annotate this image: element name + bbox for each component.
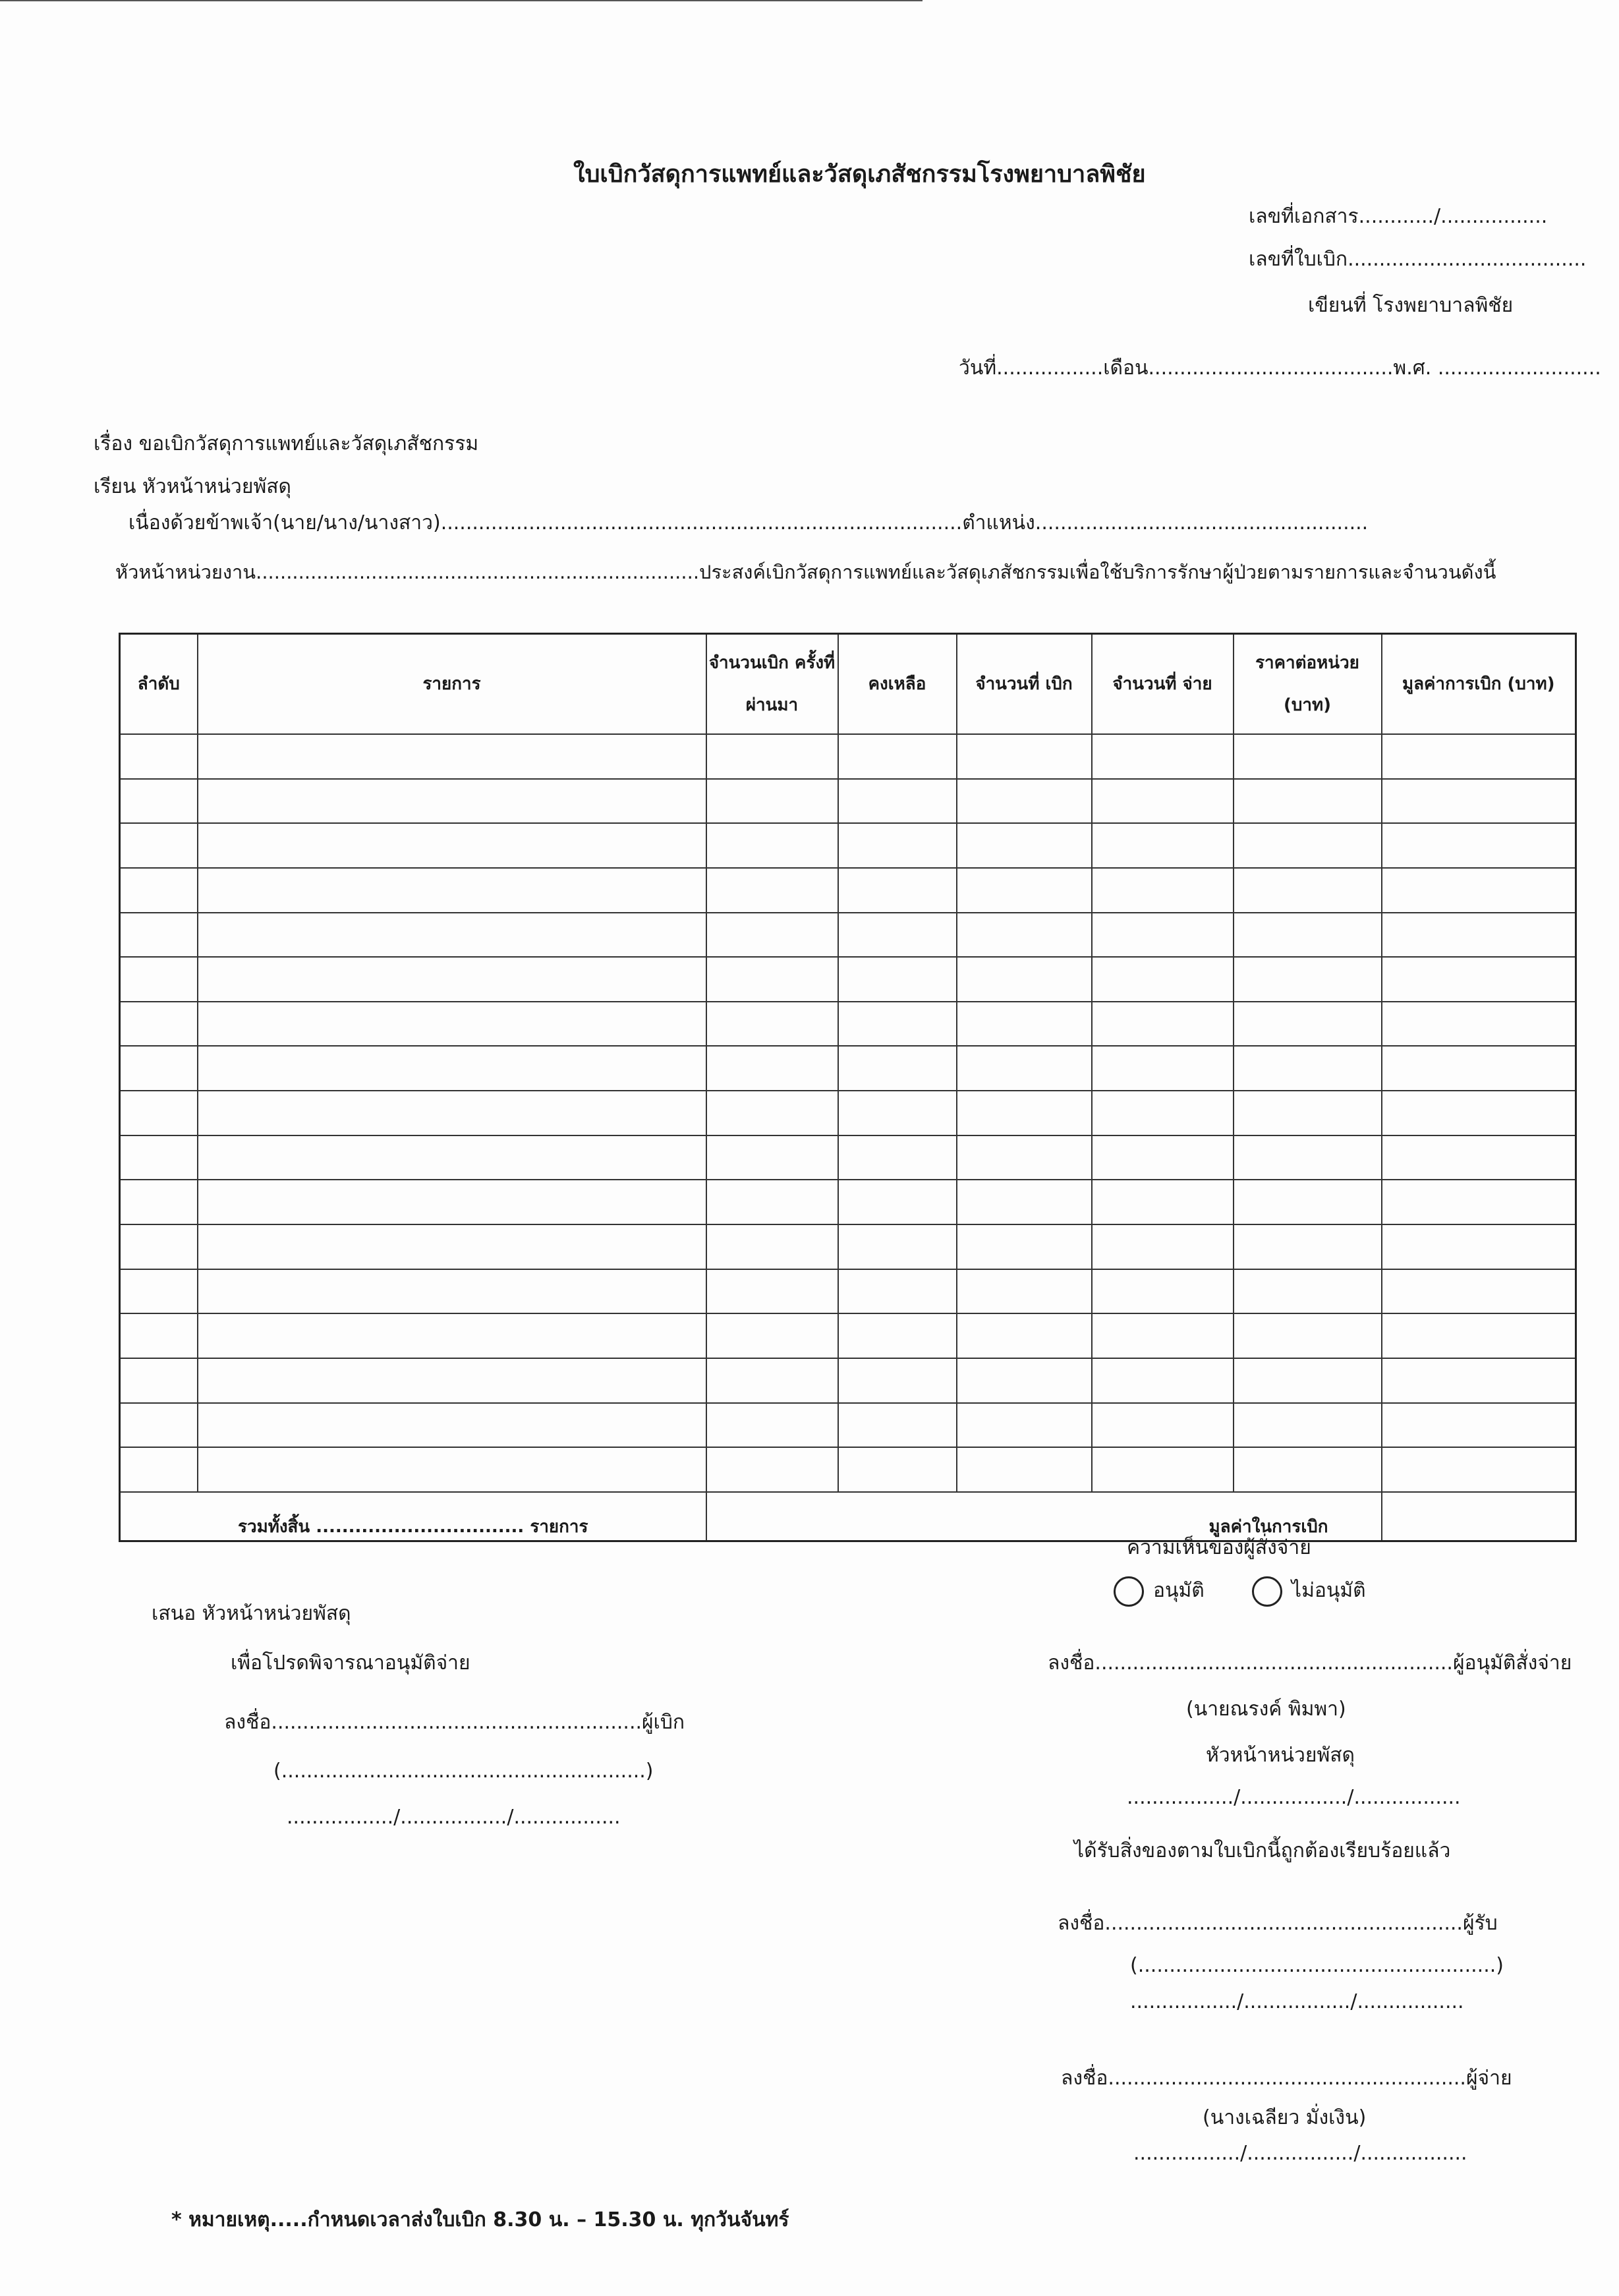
not-approve-radio[interactable] [1252,1576,1282,1607]
table-cell[interactable] [706,1447,838,1492]
requester-date-blank: ................./................./................. [287,1806,621,1829]
table-cell[interactable] [957,1180,1092,1224]
table-cell[interactable] [198,1046,706,1091]
table-cell[interactable] [198,1358,706,1403]
table-cell[interactable] [1382,779,1576,824]
top-border-line [0,0,923,1]
table-cell[interactable] [1382,913,1576,958]
not-approve-option[interactable] [1252,1575,1366,1607]
header-unit-price: ราคาต่อหน่วย (บาท) [1234,634,1382,735]
table-cell[interactable] [1382,1135,1576,1180]
table-cell[interactable] [1092,823,1234,868]
table-cell[interactable] [957,1046,1092,1091]
approve-label: อนุมัติ [1153,1579,1205,1602]
table-cell[interactable] [838,1313,957,1358]
header-issued-qty: จำนวนที่ จ่าย [1092,634,1234,735]
table-cell[interactable] [957,868,1092,913]
written-at: เขียนที่ โรงพยาบาลพิชัย [1308,294,1514,317]
table-row [120,1403,1576,1448]
table-cell[interactable] [120,779,198,824]
table-cell[interactable] [1092,957,1234,1002]
table-cell[interactable] [1234,779,1382,824]
table-cell[interactable] [198,1135,706,1180]
table-cell[interactable] [1092,779,1234,824]
table-cell[interactable] [706,957,838,1002]
approver-name: (นายณรงค์ พิมพา) [1186,1698,1346,1721]
table-row [120,1447,1576,1492]
table-row [120,1224,1576,1269]
table-cell[interactable] [1382,1046,1576,1091]
table-row [120,1358,1576,1403]
propose-sub: เพื่อโปรดพิจารณาอนุมัติจ่าย [231,1651,470,1675]
table-row [120,1046,1576,1091]
table-cell[interactable] [1092,868,1234,913]
requester-signature: ลงชื่อ...........................................................ผู้เบิก [224,1711,685,1734]
approver-title: หัวหน้าหน่วยพัสดุ [1206,1744,1355,1767]
payer-signature: ลงชื่อ.........................................................ผู้จ่าย [1061,2067,1512,2090]
table-cell[interactable] [1092,1269,1234,1314]
table-cell[interactable] [957,1358,1092,1403]
table-cell[interactable] [198,913,706,958]
table-cell[interactable] [120,1135,198,1180]
table-cell[interactable] [1382,868,1576,913]
table-row [120,1091,1576,1135]
table-row [120,823,1576,868]
table-cell[interactable] [1092,1046,1234,1091]
requisition-table [119,633,1577,1542]
propose-line: เสนอ หัวหน้าหน่วยพัสดุ [152,1602,351,1625]
table-cell[interactable] [120,1046,198,1091]
table-cell[interactable] [957,1091,1092,1135]
table-cell[interactable] [706,1135,838,1180]
table-cell[interactable] [838,913,957,958]
table-cell[interactable] [120,734,198,779]
receiver-name-blank: (.........................................................) [1130,1954,1504,1977]
table-cell[interactable] [706,1269,838,1314]
table-cell[interactable] [1382,1269,1576,1314]
table-cell[interactable] [706,1180,838,1224]
table-cell[interactable] [1234,1135,1382,1180]
purpose-line: หัวหน้าหน่วยงาน.........................................................................ประสงค์เบิกวัสดุการแพทย์และวัสดุเภสัชกรรมเพื่อใช้บริการรักษาผู้ป่วยตามรายการและจำนวนดังนี้ [115,561,1496,583]
table-cell[interactable] [198,1224,706,1269]
table-cell[interactable] [198,957,706,1002]
table-cell[interactable] [198,1403,706,1448]
table-cell[interactable] [120,1358,198,1403]
approve-radio[interactable] [1114,1576,1144,1607]
table-cell[interactable] [838,868,957,913]
table-cell[interactable] [838,734,957,779]
table-cell[interactable] [198,1269,706,1314]
table-cell[interactable] [1382,1313,1576,1358]
table-cell[interactable] [706,1091,838,1135]
table-cell[interactable] [1234,1046,1382,1091]
table-cell[interactable] [120,957,198,1002]
total-value-cell[interactable] [1382,1492,1576,1541]
payer-date-blank: ................./................./................. [1133,2142,1467,2165]
table-cell[interactable] [1234,1269,1382,1314]
table-cell[interactable] [957,1403,1092,1448]
table-cell[interactable] [198,734,706,779]
table-cell[interactable] [120,1269,198,1314]
table-cell[interactable] [838,1269,957,1314]
table-row [120,734,1576,779]
table-row [120,1180,1576,1224]
table-cell[interactable] [957,1313,1092,1358]
table-cell[interactable] [120,1180,198,1224]
table-cell[interactable] [198,1180,706,1224]
table-cell[interactable] [198,1447,706,1492]
table-cell[interactable] [838,1135,957,1180]
table-cell[interactable] [957,734,1092,779]
table-row [120,868,1576,913]
approver-opinion: ความเห็นของผู้สั่งจ่าย [1127,1536,1311,1559]
table-cell[interactable] [706,1313,838,1358]
table-cell[interactable] [1092,1447,1234,1492]
table-cell[interactable] [957,1269,1092,1314]
requester-line: เนื่องด้วยข้าพเจ้า(นาย/นาง/นางสาว)...................................................................................ตำแหน่ง..................................................... [128,511,1369,534]
table-cell[interactable] [1092,1002,1234,1047]
table-cell[interactable] [957,779,1092,824]
table-cell[interactable] [838,1002,957,1047]
header-request-qty: จำนวนที่ เบิก [957,634,1092,735]
table-cell[interactable] [1382,957,1576,1002]
table-cell[interactable] [957,823,1092,868]
table-cell[interactable] [120,1224,198,1269]
form-title: ใบเบิกวัสดุการแพทย์และวัสดุเภสัชกรรมโรงพยาบาลพิชัย [573,161,1146,188]
table-cell[interactable] [838,1046,957,1091]
table-cell[interactable] [706,1403,838,1448]
table-cell[interactable] [1092,734,1234,779]
table-cell[interactable] [838,823,957,868]
table-cell[interactable] [838,1447,957,1492]
document-number: เลขที่เอกสาร............/................. [1249,205,1548,228]
receiver-date-blank: ................./................./................. [1130,1990,1464,2013]
table-cell[interactable] [1234,1313,1382,1358]
header-seq: ลำดับ [120,634,198,735]
table-cell[interactable] [838,1180,957,1224]
table-cell[interactable] [1092,1313,1234,1358]
table-cell[interactable] [838,1358,957,1403]
table-cell[interactable] [198,1313,706,1358]
payer-name: (นางเฉลียว มั่งเงิน) [1203,2106,1367,2129]
table-cell[interactable] [1382,734,1576,779]
table-cell[interactable] [1234,1224,1382,1269]
table-cell[interactable] [706,734,838,779]
table-cell[interactable] [706,823,838,868]
table-cell[interactable] [957,1224,1092,1269]
table-cell[interactable] [1382,823,1576,868]
table-cell[interactable] [706,1224,838,1269]
table-cell[interactable] [120,1403,198,1448]
table-cell[interactable] [120,913,198,958]
table-cell[interactable] [957,1135,1092,1180]
table-cell[interactable] [198,779,706,824]
table-cell[interactable] [1234,868,1382,913]
table-cell[interactable] [1234,1358,1382,1403]
table-cell[interactable] [706,1002,838,1047]
table-row [120,1002,1576,1047]
table-cell[interactable] [1092,1403,1234,1448]
table-cell[interactable] [1234,1447,1382,1492]
table-cell[interactable] [1234,1091,1382,1135]
table-cell[interactable] [1234,1403,1382,1448]
requester-name-blank: (..........................................................) [273,1760,654,1783]
header-item: รายการ [198,634,706,735]
table-cell[interactable] [198,823,706,868]
table-cell[interactable] [957,913,1092,958]
table-cell[interactable] [120,1313,198,1358]
table-cell[interactable] [1092,1091,1234,1135]
table-row [120,1313,1576,1358]
header-remaining: คงเหลือ [838,634,957,735]
table-cell[interactable] [957,957,1092,1002]
table-cell[interactable] [120,1447,198,1492]
table-cell[interactable] [706,913,838,958]
table-cell[interactable] [1092,913,1234,958]
table-cell[interactable] [198,1002,706,1047]
table-cell[interactable] [1234,957,1382,1002]
table-cell[interactable] [706,779,838,824]
table-row [120,1135,1576,1180]
table-cell[interactable] [1092,1358,1234,1403]
table-cell[interactable] [1234,913,1382,958]
table-row [120,1269,1576,1314]
table-total-row [120,1492,1576,1541]
footnote: * หมายเหตุ.....กำหนดเวลาส่งใบเบิก 8.30 น. – 15.30 น. ทุกวันจันทร์ [171,2208,789,2231]
table-cell[interactable] [838,779,957,824]
table-row [120,779,1576,824]
table-cell[interactable] [838,1403,957,1448]
subject-line: เรื่อง ขอเบิกวัสดุการแพทย์และวัสดุเภสัชกรรม [94,432,479,455]
table-cell[interactable] [838,1224,957,1269]
table-cell[interactable] [1234,1180,1382,1224]
date-line: วันที่.................เดือน.......................................พ.ศ. .......................... [959,357,1601,380]
approve-option[interactable] [1114,1575,1205,1607]
table-cell[interactable] [1092,1135,1234,1180]
table-cell[interactable] [1382,1447,1576,1492]
table-cell[interactable] [957,1002,1092,1047]
approver-signature: ลงชื่อ.........................................................ผู้อนุมัติสั่งจ่าย [1048,1651,1572,1675]
table-cell[interactable] [1092,1180,1234,1224]
table-cell[interactable] [198,868,706,913]
receiver-signature: ลงชื่อ.........................................................ผู้รับ [1058,1912,1498,1935]
table-cell[interactable] [838,957,957,1002]
table-cell[interactable] [706,868,838,913]
total-items-label: รวมทั้งสิ้น ................................ รายการ [120,1492,706,1541]
table-cell[interactable] [120,868,198,913]
table-cell[interactable] [706,1358,838,1403]
header-total-value: มูลค่าการเบิก (บาท) [1382,634,1576,735]
total-value-label: มูลค่าในการเบิก [706,1492,1382,1541]
table-row [120,957,1576,1002]
table-cell[interactable] [1382,1180,1576,1224]
header-previous-qty: จำนวนเบิก ครั้งที่ผ่านมา [706,634,838,735]
table-cell[interactable] [1382,1091,1576,1135]
table-row [120,913,1576,958]
table-cell[interactable] [120,1091,198,1135]
table-cell[interactable] [120,1002,198,1047]
requisition-number: เลขที่ใบเบิก...................................... [1249,248,1587,271]
table-cell[interactable] [1382,1403,1576,1448]
table-cell[interactable] [706,1046,838,1091]
table-cell[interactable] [1382,1002,1576,1047]
not-approve-label: ไม่อนุมัติ [1292,1579,1366,1602]
approver-date-blank: ................./................./................. [1127,1786,1461,1809]
to-line: เรียน หัวหน้าหน่วยพัสดุ [94,475,292,498]
table-cell[interactable] [1234,1002,1382,1047]
table-cell[interactable] [120,823,198,868]
table-cell[interactable] [1234,734,1382,779]
table-cell[interactable] [957,1447,1092,1492]
table-cell[interactable] [198,1091,706,1135]
received-statement: ได้รับสิ่งของตามใบเบิกนี้ถูกต้องเรียบร้อยแล้ว [1074,1839,1451,1862]
table-cell[interactable] [1234,823,1382,868]
table-cell[interactable] [1382,1224,1576,1269]
table-header-row [120,634,1576,735]
table-cell[interactable] [838,1091,957,1135]
table-cell[interactable] [1382,1358,1576,1403]
table-cell[interactable] [1092,1224,1234,1269]
